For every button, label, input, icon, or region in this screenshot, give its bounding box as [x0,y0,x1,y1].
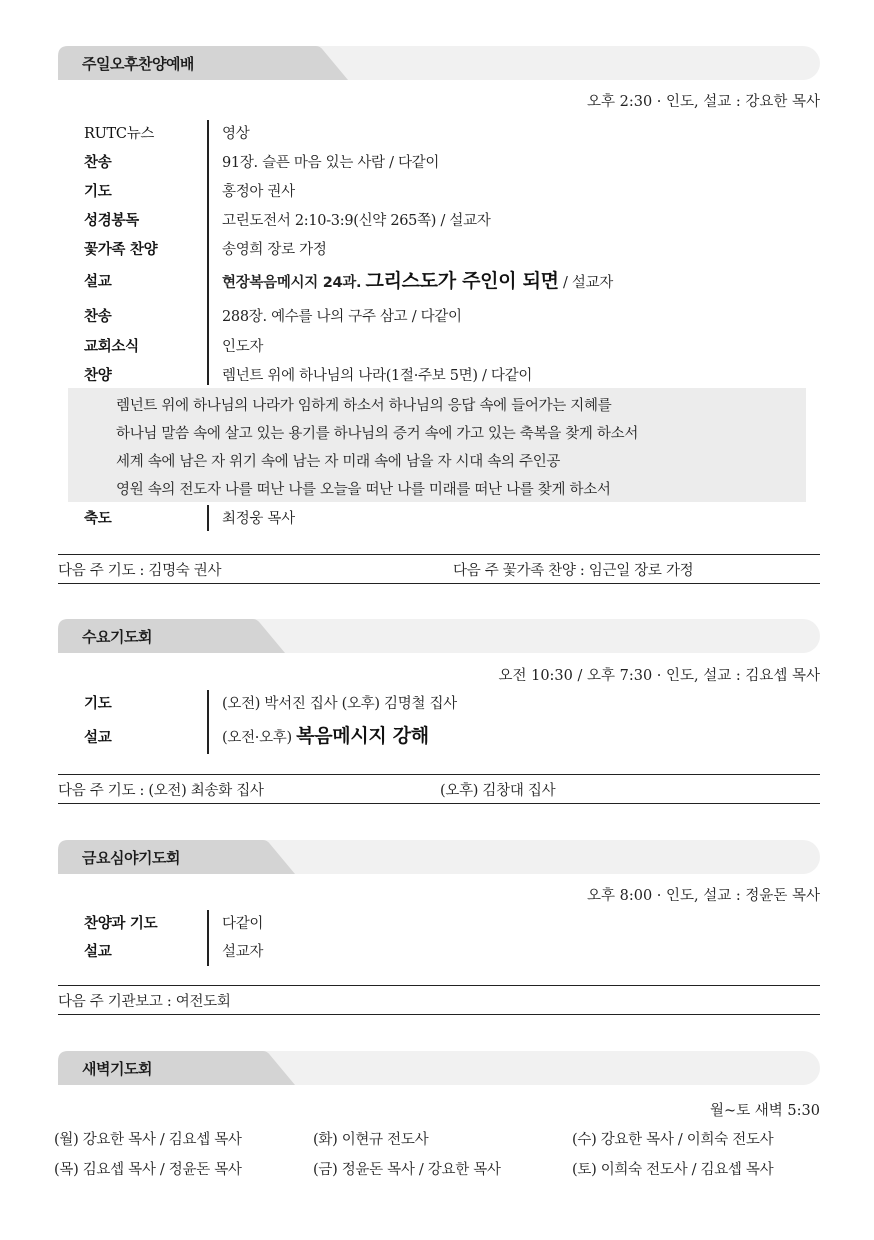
program-label: 찬송 [84,155,112,171]
program-label: 기도 [84,696,112,712]
lyrics-box [68,388,806,502]
dawn-schedule-item: (수) 강요한 목사 / 이희숙 전도사 [572,1132,774,1148]
program-label: 찬양 [84,368,112,384]
program-value: 91장. 슬픈 마음 있는 사람 / 다같이 [222,155,440,171]
sermon-suffix: / 설교자 [563,275,614,291]
sermon-title: 복음메시지 강해 [296,725,429,747]
program-row [0,238,874,264]
next-week-notice [58,554,820,584]
notice-left: 다음 주 기도 : (오전) 최송화 집사 [58,783,264,799]
section-title: 주일오후찬양예배 [82,55,194,73]
program-value: 설교자 [222,944,264,960]
program-label: RUTC뉴스 [84,126,155,142]
header-tab-shape [58,619,820,653]
lyric-line: 세계 속에 남은 자 위기 속에 남는 자 미래 속에 남을 자 시대 속의 주인공 [116,454,561,470]
section-title: 수요기도회 [82,628,152,646]
program-value: 영상 [222,126,250,142]
section-header [58,619,820,653]
program-label: 꽃가족 찬양 [84,242,158,258]
notice-right: (오후) 김창대 집사 [440,783,556,799]
service-time: 오후 2:30 · 인도, 설교 : 강요한 목사 [586,94,820,110]
program-label: 설교 [84,944,112,960]
program-label: 교회소식 [84,339,139,355]
sermon-row [0,270,874,296]
program-value: 최정웅 목사 [222,511,295,527]
sermon-title: 그리스도가 주인이 되면 [365,270,559,292]
lyric-line: 렘넌트 위에 하나님의 나라가 임하게 하소서 하나님의 응답 속에 들어가는 지혜를 [116,398,612,414]
program-value: 홍정아 권사 [222,184,295,200]
service-time: 월~토 새벽 5:30 [710,1103,820,1119]
program-value: (오전) 박서진 집사 (오후) 김명철 집사 [222,696,457,712]
program-value: 렘넌트 위에 하나님의 나라(1절·주보 5면) / 다같이 [222,368,533,384]
header-tab-shape [58,1051,820,1085]
next-week-notice [58,985,820,1015]
dawn-schedule-item: (금) 정윤돈 목사 / 강요한 목사 [313,1162,501,1178]
program-row [0,912,874,938]
section-header [58,46,820,80]
program-row [0,180,874,206]
program-row [0,335,874,361]
program-label: 성경봉독 [84,213,139,229]
service-time: 오후 8:00 · 인도, 설교 : 정윤돈 목사 [586,888,820,904]
lyric-line: 영원 속의 전도자 나를 떠난 나를 오늘을 떠난 나를 미래를 떠난 나를 찾게 하소서 [116,482,611,498]
section-title: 새벽기도회 [82,1060,152,1078]
section-title: 금요심야기도회 [82,849,180,867]
notice-right: 다음 주 꽃가족 찬양 : 임근일 장로 가정 [453,563,694,579]
dawn-schedule-item: (화) 이현규 전도사 [313,1132,429,1148]
program-label: 기도 [84,184,112,200]
program-row [0,151,874,177]
program-value: 다같이 [222,916,264,932]
program-label: 찬양과 기도 [84,916,158,932]
notice-left: 다음 주 기도 : 김명숙 권사 [58,563,222,579]
program-row [0,122,874,148]
sermon-row [0,726,874,752]
lyric-line: 하나님 말씀 속에 살고 있는 용기를 하나님의 증거 속에 가고 있는 축복을 찾게 하소서 [116,426,639,442]
program-value: 인도자 [222,339,264,355]
program-value: 288장. 예수를 나의 구주 삼고 / 다같이 [222,309,462,325]
notice-left: 다음 주 기관보고 : 여전도회 [58,994,231,1010]
program-row [0,209,874,235]
sermon-series: 현장복음메시지 24과. [222,275,362,291]
program-label: 축도 [84,511,112,527]
program-row [0,364,874,390]
next-week-notice [58,774,820,804]
dawn-schedule-item: (목) 김요셉 목사 / 정윤돈 목사 [54,1162,242,1178]
program-value: 송영희 장로 가정 [222,242,327,258]
sermon-value [222,721,429,748]
program-label: 설교 [84,730,112,746]
service-time: 오전 10:30 / 오후 7:30 · 인도, 설교 : 김요셉 목사 [498,668,820,684]
section-header [58,1051,820,1085]
program-row [0,305,874,331]
dawn-schedule-item: (토) 이희숙 전도사 / 김요셉 목사 [572,1162,774,1178]
program-row [0,692,874,718]
sermon-time: (오전·오후) [222,730,292,746]
sermon-value [222,266,613,293]
program-label: 설교 [84,274,112,290]
program-row [0,507,874,533]
section-header [58,840,820,874]
program-value: 고린도전서 2:10-3:9(신약 265쪽) / 설교자 [222,213,491,229]
program-row [0,940,874,966]
dawn-schedule-item: (월) 강요한 목사 / 김요셉 목사 [54,1132,242,1148]
program-label: 찬송 [84,309,112,325]
